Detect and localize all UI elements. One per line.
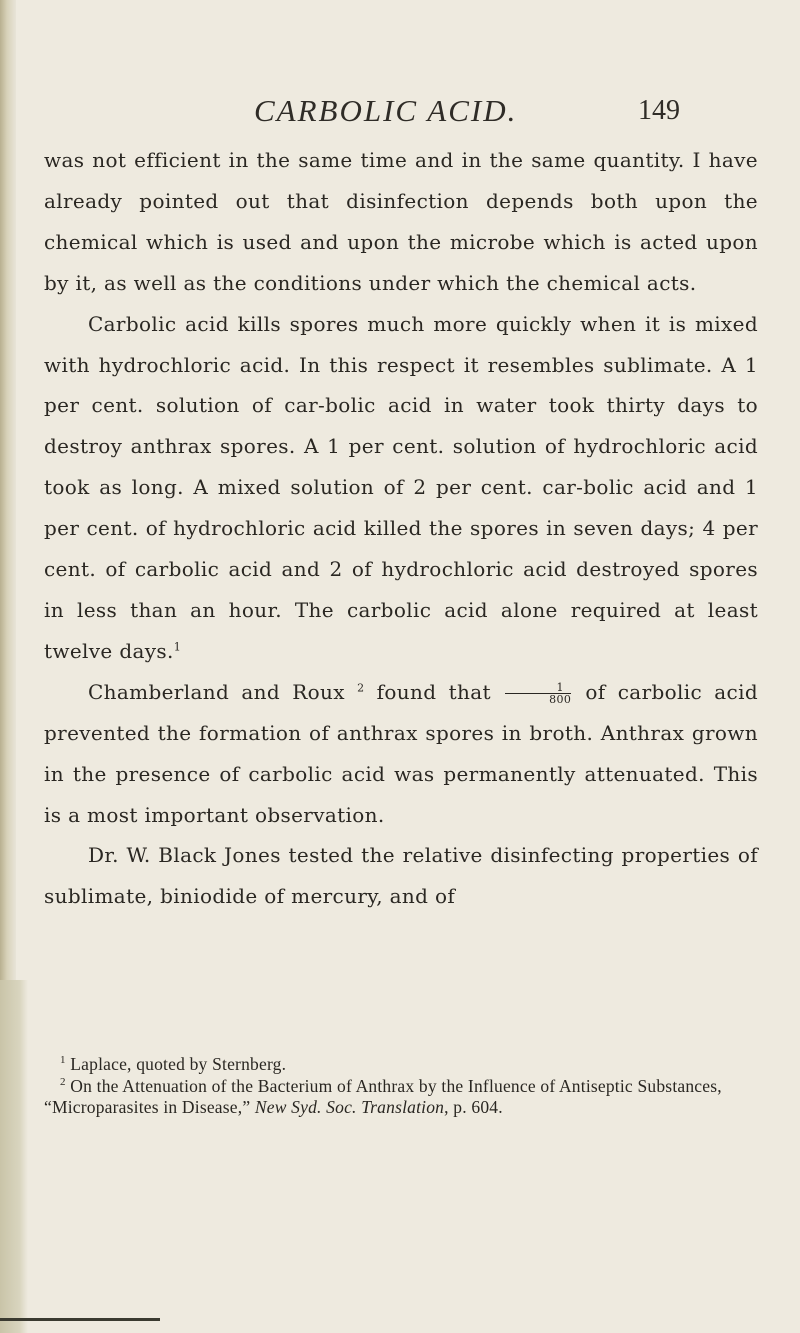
body-text: [44, 140, 758, 917]
footnote-2-italic: New Syd. Soc. Translation: [254, 1097, 445, 1117]
footnote-1-mark: 1: [60, 1054, 66, 1067]
paragraph-1: was not efficient in the same time and in the same quantity. I have already pointed out that disinfection depends both upon the chemical which is used and upon the microbe which is acted upon by it, as well as the conditions under which the chemical acts.: [44, 148, 758, 295]
footnote-ref-2: 2: [357, 681, 365, 695]
paragraph-3-text-c: of carbolic acid prevented the formation of anthrax spores in broth. Anthrax grown in the presence of carbolic acid was permanently attenuated. This is a most important observation.: [44, 679, 758, 827]
paragraph-2: [44, 304, 758, 672]
running-head: CARBOLIC ACID.: [254, 93, 518, 128]
footnote-ref-1: 1: [173, 640, 182, 654]
paragraph-3-text-a: Chamberland and Roux: [88, 679, 345, 704]
footnote-2-mark: 2: [60, 1075, 66, 1088]
paragraph-4: Dr. W. Black Jones tested the relative disinfecting properties of sublimate, biniodide of mercury, and of: [44, 843, 758, 909]
paragraph-3-text-b: found that: [376, 679, 491, 704]
fraction: [505, 682, 571, 705]
footnote-2-end: , p. 604.: [444, 1097, 503, 1117]
paragraph-2-text: Carbolic acid kills spores much more quickly when it is mixed with hydrochloric acid. In this respect it resembles sublimate. A 1 per cent. solution of car-bolic acid in water took thirty days to destroy anthrax spores. A 1 per cent. solution of hydrochloric acid took as long. A mixed solution of 2 per cent. car-bolic acid and 1 per cent. of hydrochloric acid killed the spores in seven days; 4 per cent. of carbolic acid and 2 of hydrochloric acid destroyed spores in less than an hour. The carbolic acid alone required at least twelve days.: [44, 311, 758, 663]
fraction-denominator: 800: [549, 692, 572, 706]
page-edge-shadow: [0, 980, 28, 1333]
footnote-1-text: Laplace, quoted by Sternberg.: [70, 1054, 287, 1074]
bottom-rule: [0, 1318, 160, 1321]
footnotes: [44, 1054, 758, 1119]
footnote-1: [44, 1054, 758, 1076]
page-header: [0, 93, 800, 133]
footnote-2-text: On the Attenuation of the Bacterium of Anthrax by the Influence of Antiseptic Substances, “Microparasites in Disease,”: [44, 1075, 722, 1117]
fraction-numerator: 1: [505, 682, 571, 694]
footnote-2: [44, 1076, 758, 1119]
page-number: 149: [638, 95, 680, 126]
paragraph-3: [44, 672, 758, 836]
